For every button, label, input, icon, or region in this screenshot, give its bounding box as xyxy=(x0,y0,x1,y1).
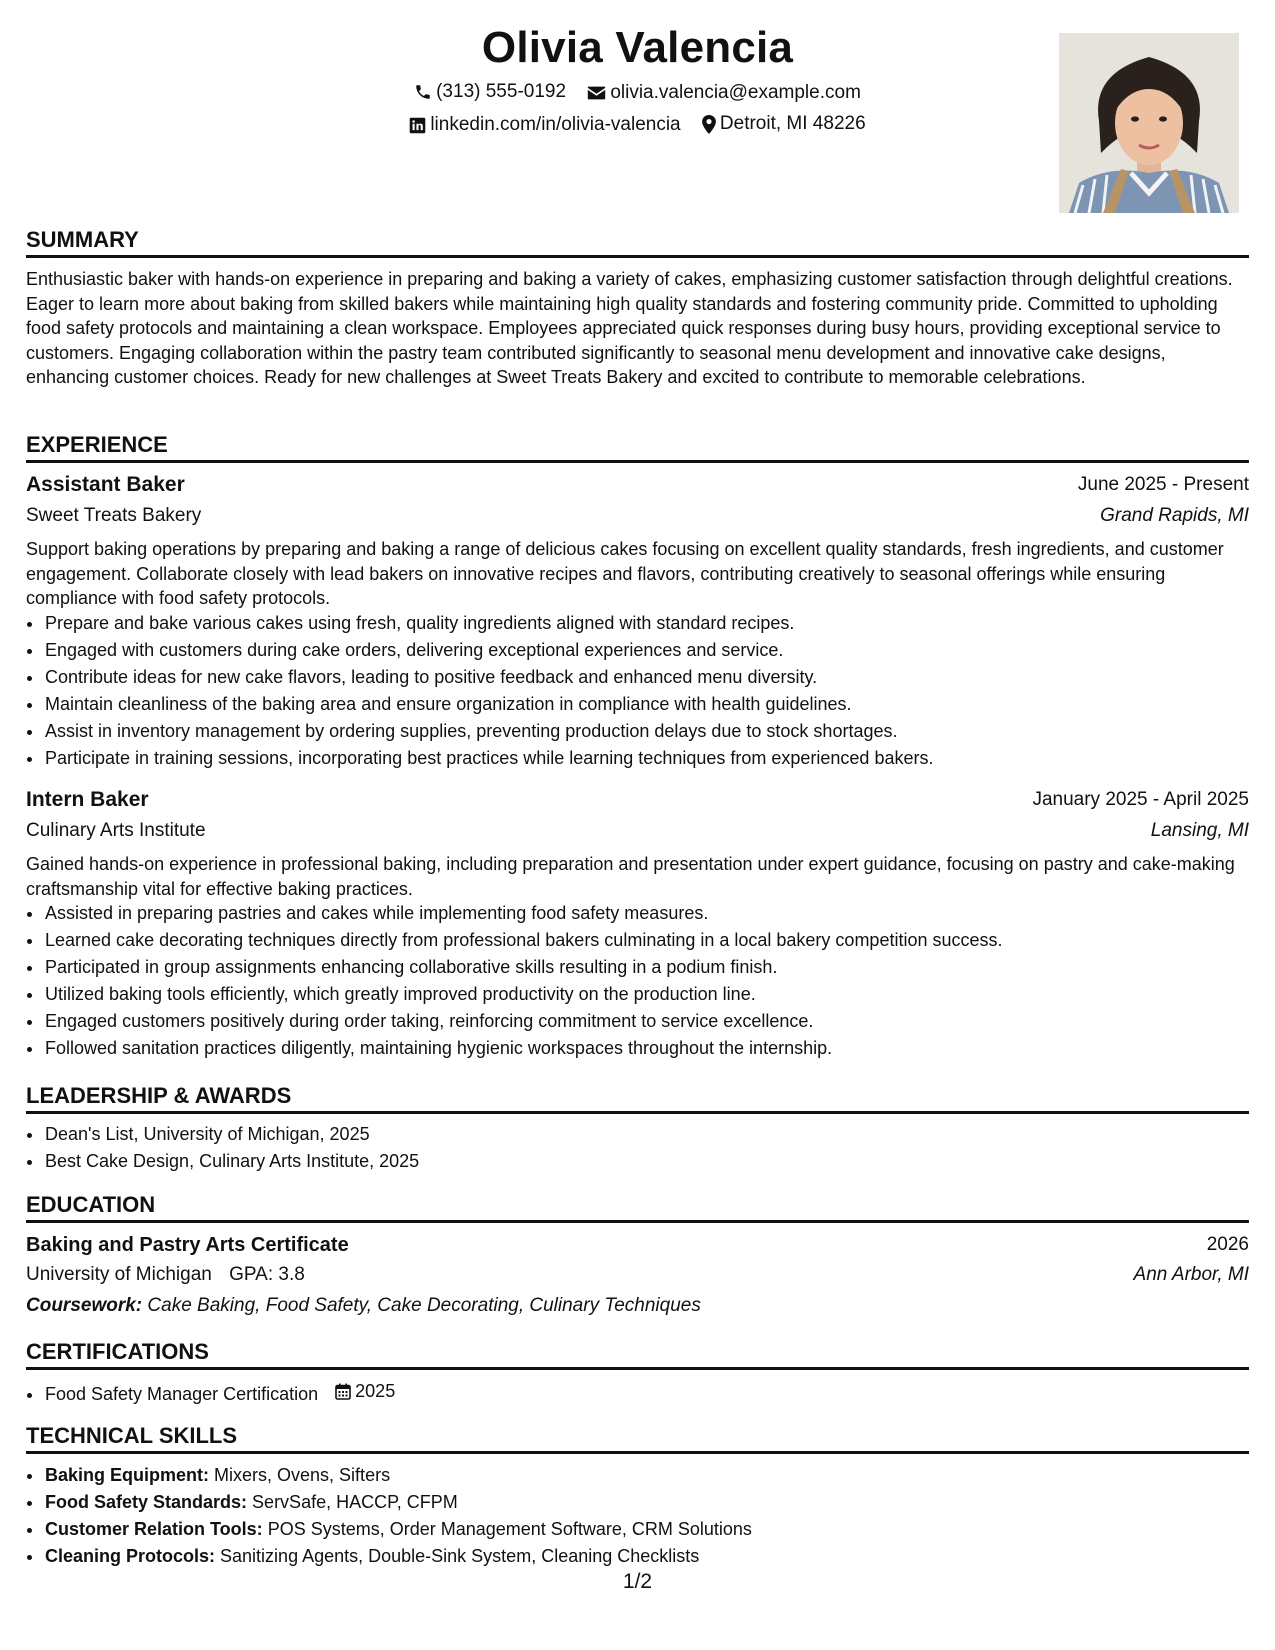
skill-label: Baking Equipment: xyxy=(45,1465,210,1485)
linkedin-icon xyxy=(409,117,426,134)
job-company: Sweet Treats Bakery xyxy=(26,505,202,526)
job-location: Grand Rapids, MI xyxy=(1100,505,1249,526)
list-item: • Learned cake decorating techniques directly from professional bakers culminating in a local bakery competition success. xyxy=(44,927,1267,954)
list-item: • Dean's List, University of Michigan, 2025 xyxy=(44,1121,1267,1148)
awards-heading: LEADERSHIP & AWARDS xyxy=(26,1082,1249,1114)
list-item: • Participated in group assignments enhancing collaborative skills resulting in a podium finish. xyxy=(44,954,1267,981)
list-item: • Engaged customers positively during order taking, reinforcing commitment to service excellence. xyxy=(44,1008,1267,1035)
phone-contact[interactable] xyxy=(414,80,566,104)
job-location: Lansing, MI xyxy=(1150,820,1249,841)
list-item: • Best Cake Design, Culinary Arts Institute, 2025 xyxy=(44,1148,1267,1175)
skill-label: Customer Relation Tools: xyxy=(45,1519,263,1539)
phone-text: (313) 555-0192 xyxy=(436,81,567,102)
education-heading: EDUCATION xyxy=(26,1191,1249,1223)
certifications-heading: CERTIFICATIONS xyxy=(26,1338,1249,1370)
list-item: • Assist in inventory management by ordering supplies, preventing production delays due to stock shortages. xyxy=(44,718,1267,745)
summary-heading: SUMMARY xyxy=(26,226,1249,258)
job-company: Culinary Arts Institute xyxy=(26,820,206,841)
job-dates: January 2025 - April 2025 xyxy=(1032,789,1249,810)
degree-title: Baking and Pastry Arts Certificate xyxy=(26,1233,349,1256)
calendar-icon xyxy=(335,1383,351,1400)
list-item: • Maintain cleanliness of the baking area and ensure organization in compliance with health guidelines. xyxy=(44,691,1267,718)
list-item xyxy=(44,1543,1267,1570)
job-header xyxy=(26,471,1249,499)
skill-label: Cleaning Protocols: xyxy=(45,1546,216,1566)
job-header xyxy=(26,786,1249,814)
school-name: University of Michigan xyxy=(26,1264,212,1285)
job-title: Intern Baker xyxy=(26,788,149,811)
job-dates: June 2025 - Present xyxy=(1077,474,1249,495)
certification-year: 2025 xyxy=(355,1381,396,1401)
skill-value: ServSafe, HACCP, CFPM xyxy=(252,1492,458,1512)
map-pin-icon xyxy=(702,115,716,134)
education-year: 2026 xyxy=(1206,1234,1249,1255)
list-item: • Participate in training sessions, incorporating best practices while learning techniques from experienced bakers. xyxy=(44,745,1267,772)
list-item xyxy=(44,1378,1267,1408)
job-org-line xyxy=(26,502,1249,530)
envelope-icon xyxy=(587,85,606,101)
profile-photo xyxy=(1059,33,1239,213)
job-title: Assistant Baker xyxy=(26,473,185,496)
list-item: • Utilized baking tools efficiently, which greatly improved productivity on the production line. xyxy=(44,981,1267,1008)
resume-page xyxy=(26,0,1249,1650)
list-item: • Engaged with customers during cake orders, delivering exceptional experiences and service. xyxy=(44,637,1267,664)
list-item xyxy=(44,1462,1267,1489)
job-org-line xyxy=(26,817,1249,845)
page-number: 1/2 xyxy=(622,1570,653,1593)
skills-heading: TECHNICAL SKILLS xyxy=(26,1422,1249,1454)
certification-date xyxy=(335,1378,395,1405)
skill-value: Sanitizing Agents, Double-Sink System, Cleaning Checklists xyxy=(220,1546,700,1566)
job-description: Support baking operations by preparing and baking a range of delicious cakes focusing on excellent quality standards, fresh ingredients, and customer engagement. Collaborate closely with lead bakers on innovative recipes and flavors, contributing creatively to seasonal offerings while ensuring compliance with food safety protocols. xyxy=(26,539,1224,608)
linkedin-text: linkedin.com/in/olivia-valencia xyxy=(430,114,681,135)
school-line xyxy=(26,1264,305,1286)
skill-label: Food Safety Standards: xyxy=(45,1492,248,1512)
phone-icon xyxy=(414,83,432,101)
job-bullets xyxy=(26,610,1267,772)
certification-name: Food Safety Manager Certification xyxy=(45,1384,319,1404)
job-bullets xyxy=(26,900,1267,1062)
coursework-list: Cake Baking, Food Safety, Cake Decorating, Culinary Techniques xyxy=(147,1295,701,1316)
candidate-name: Olivia Valencia xyxy=(481,23,794,72)
linkedin-contact[interactable] xyxy=(409,113,680,137)
location-contact xyxy=(702,112,866,136)
list-item: • Prepare and bake various cakes using fresh, quality ingredients aligned with standard recipes. xyxy=(44,610,1267,637)
awards-list xyxy=(26,1121,1267,1175)
list-item xyxy=(44,1516,1267,1543)
email-text: olivia.valencia@example.com xyxy=(610,82,861,103)
portrait-image xyxy=(1059,33,1239,213)
list-item: • Followed sanitation practices diligently, maintaining hygienic workspaces throughout the internship. xyxy=(44,1035,1267,1062)
coursework-line xyxy=(26,1292,1249,1320)
list-item: • Contribute ideas for new cake flavors, leading to positive feedback and enhanced menu diversity. xyxy=(44,664,1267,691)
education-header xyxy=(26,1231,1249,1259)
school-location: Ann Arbor, MI xyxy=(1133,1264,1249,1285)
list-item xyxy=(44,1489,1267,1516)
email-contact[interactable] xyxy=(587,81,861,105)
experience-heading: EXPERIENCE xyxy=(26,431,1249,463)
skill-value: Mixers, Ovens, Sifters xyxy=(214,1465,391,1485)
skill-value: POS Systems, Order Management Software, CRM Solutions xyxy=(267,1519,752,1539)
education-org-line xyxy=(26,1261,1249,1289)
location-text: Detroit, MI 48226 xyxy=(719,113,866,134)
coursework-label: Coursework: xyxy=(26,1295,143,1316)
list-item: • Assisted in preparing pastries and cakes while implementing food safety measures. xyxy=(44,900,1267,927)
gpa: GPA: 3.8 xyxy=(229,1264,305,1285)
summary-text: Enthusiastic baker with hands-on experience in preparing and baking a variety of cakes, emphasizing customer satisfaction through delightful creations. Eager to learn more about baking from skilled bakers while maintaining high quality standards and fostering community pride. Committed to upholding food safety protocols and maintaining a clean workspace. Employees appreciated quick responses during busy hours, providing exceptional service to customers. Engaging collaboration within the pastry team contributed significantly to seasonal menu development and innovative cake designs, enhancing customer choices. Ready for new challenges at Sweet Treats Bakery and excited to contribute to memorable celebrations. xyxy=(26,269,1233,387)
job-description: Gained hands-on experience in professional baking, including preparation and presentation under expert guidance, focusing on pastry and cake-making craftsmanship vital for effective baking practices. xyxy=(26,854,1235,899)
certifications-list xyxy=(26,1378,1267,1408)
skills-list xyxy=(26,1462,1267,1570)
